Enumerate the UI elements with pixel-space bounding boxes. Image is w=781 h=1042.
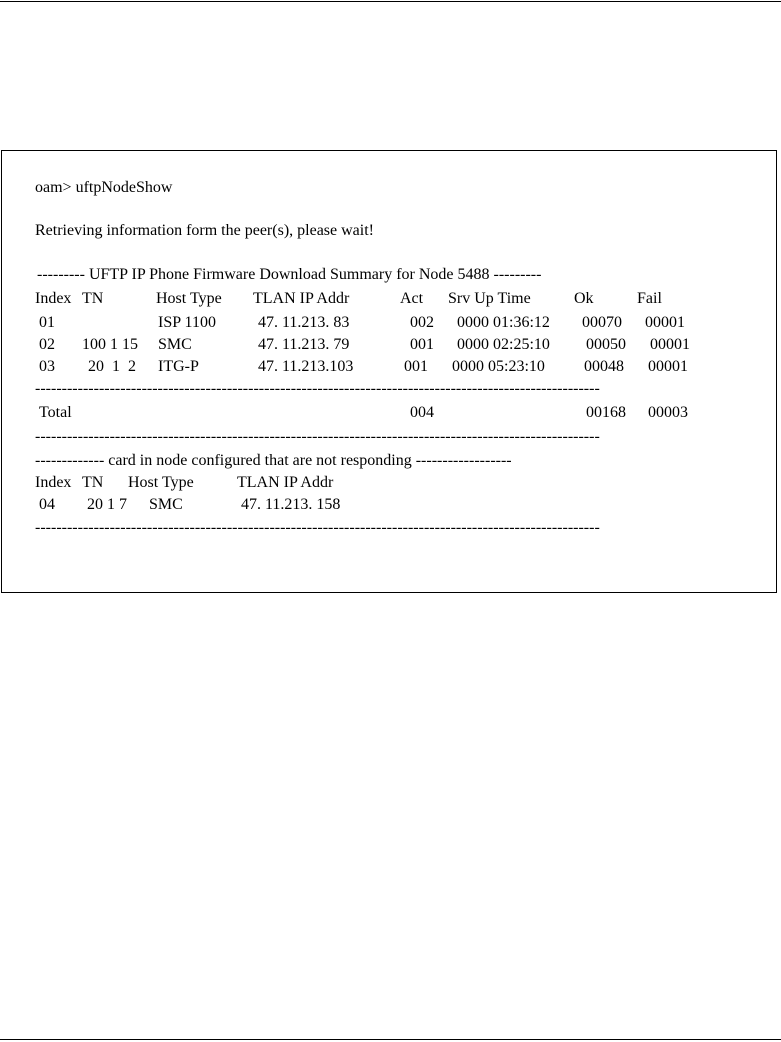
row-act: 001 [410, 336, 434, 353]
nr-row-index: 04 [39, 496, 55, 513]
header-act: Act [400, 290, 424, 307]
nr-header-tn: TN [82, 474, 104, 491]
row-ok: 00050 [586, 336, 626, 353]
not-responding-title: ------------- card in node configured that are not responding ------------------ [35, 452, 512, 469]
row-fail: 00001 [645, 314, 685, 331]
nr-header-tlan-ip: TLAN IP Addr [237, 474, 334, 491]
row-tlan-ip: 47. 11.213. 79 [258, 336, 350, 353]
command-line: oam> uftpNodeShow [35, 179, 173, 196]
row-act: 001 [404, 358, 428, 375]
row-host-type: ITG-P [158, 358, 199, 375]
console-output-box [1, 150, 777, 593]
separator-line: ---------------------------------------------------------------------------------------------------------- [35, 519, 600, 536]
total-fail: 00003 [648, 404, 688, 421]
nr-header-index: Index [35, 474, 72, 491]
row-ok: 00070 [582, 314, 622, 331]
nr-row-tn: 20 1 7 [87, 496, 127, 513]
summary-title: --------- UFTP IP Phone Firmware Download Summary for Node 5488 --------- [37, 266, 542, 283]
row-srv-up-time: 0000 01:36:12 [457, 314, 550, 331]
row-index: 02 [39, 336, 55, 353]
row-host-type: SMC [158, 336, 192, 353]
total-label: Total [39, 404, 72, 421]
header-tn: TN [82, 290, 104, 307]
separator-line: ---------------------------------------------------------------------------------------------------------- [35, 428, 600, 445]
row-host-type: ISP 1100 [158, 314, 216, 331]
nr-row-tlan-ip: 47. 11.213. 158 [241, 496, 341, 513]
row-fail: 00001 [650, 336, 690, 353]
row-index: 03 [39, 358, 55, 375]
header-srv-up-time: Srv Up Time [448, 290, 531, 307]
page-top-rule [0, 1, 781, 2]
header-index: Index [35, 290, 72, 307]
row-tlan-ip: 47. 11.213.103 [258, 358, 354, 375]
header-host-type: Host Type [156, 290, 222, 307]
row-index: 01 [39, 314, 55, 331]
row-fail: 00001 [648, 358, 688, 375]
row-tn: 20 1 2 [88, 358, 136, 375]
separator-line: ---------------------------------------------------------------------------------------------------------- [35, 380, 600, 397]
row-act: 002 [410, 314, 434, 331]
nr-row-host-type: SMC [149, 496, 183, 513]
header-ok: Ok [574, 290, 594, 307]
total-act: 004 [410, 404, 434, 421]
retrieving-message: Retrieving information form the peer(s), please wait! [35, 222, 374, 239]
row-tn: 100 1 15 [82, 336, 138, 353]
row-srv-up-time: 0000 02:25:10 [457, 336, 550, 353]
row-srv-up-time: 0000 05:23:10 [452, 358, 545, 375]
header-tlan-ip: TLAN IP Addr [253, 290, 350, 307]
header-fail: Fail [637, 290, 662, 307]
page-bottom-rule [0, 1039, 781, 1040]
row-ok: 00048 [584, 358, 624, 375]
total-ok: 00168 [586, 404, 626, 421]
row-tlan-ip: 47. 11.213. 83 [258, 314, 350, 331]
nr-header-host-type: Host Type [128, 474, 194, 491]
